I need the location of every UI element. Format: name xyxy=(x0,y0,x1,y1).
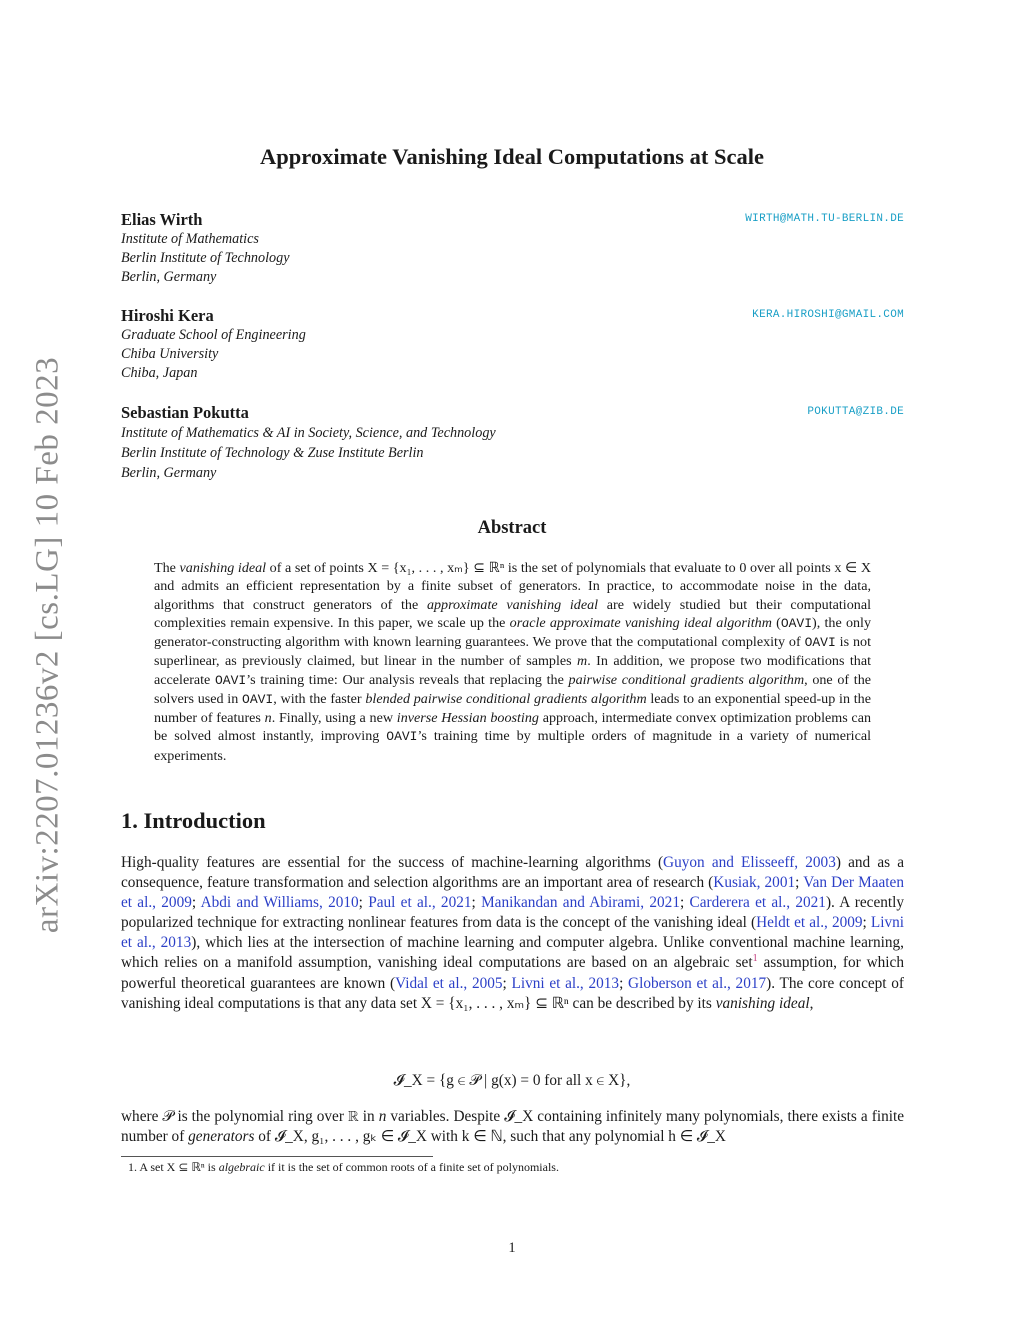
citation-link[interactable]: Van Der Maaten et al., 2009 xyxy=(121,874,904,912)
citation-link[interactable]: Livni et al., 2013 xyxy=(511,974,620,992)
author-name: Elias Wirth xyxy=(121,210,203,229)
arxiv-stamp: arXiv:2207.01236v2 [cs.LG] 10 Feb 2023 xyxy=(29,356,66,934)
citation-link[interactable]: Vidal et al., 2005 xyxy=(395,974,503,992)
author-affiliation-line: Berlin, Germany xyxy=(121,269,217,285)
citation-link[interactable]: Livni et al., 2013 xyxy=(121,914,905,952)
intro-paragraph-continued: where 𝒫 is the polynomial ring over ℝ in n variables. Despite 𝓘_X containing infinitely many polynomials, there exists a finite number of generators of 𝓘_X, g₁, . . . , gₖ ∈ 𝓘_X with k ∈ ℕ, such that any polynomial h ∈ 𝓘_X xyxy=(121,1108,905,1146)
author-email[interactable]: WIRTH@MATH.TU-BERLIN.DE xyxy=(745,213,904,225)
abstract-heading: Abstract xyxy=(477,518,547,538)
citation-link[interactable]: Carderera et al., 2021 xyxy=(689,894,826,912)
footnote-marker[interactable]: 1 xyxy=(752,953,758,965)
author-email[interactable]: POKUTTA@ZIB.DE xyxy=(807,406,904,418)
citation-link[interactable]: Paul et al., 2021 xyxy=(368,894,472,912)
author-block xyxy=(121,403,904,483)
footnote-text: 1. A set X ⊆ ℝⁿ is algebraic if it is the set of common roots of a finite set of polynomials. xyxy=(128,1160,559,1174)
intro-paragraph: High-quality features are essential for the success of machine-learning algorithms (Guyon and Elisseeff, 2003) and as a consequence, feature transformation and selection algorithms are an important area of research (Kusiak, 2001; Van Der Maaten et al., 2009; Abdi and Williams, 2010; Paul et al., 2021; Manikandan and Abirami, 2021; Carderera et al., 2021). A recently popularized technique for extracting nonlinear features from data is the concept of the vanishing ideal (Heldt et al., 2009; Livni et al., 2013), which lies at the intersection of machine learning and computer algebra. Unlike conventional machine learning, which relies on a manifold assumption, vanishing ideal computations are based on an algebraic set$^1$ assumption, for which powerful theoretical guarantees are known (Vidal et al., 2005; Livni et al., 2013; Globerson et al., 2017). The core concept of vanishing ideal computations is that any data set X = {x₁, . . . , xₘ} ⊆ ℝⁿ can be described by its vanishing ideal, xyxy=(121,854,905,1012)
author-name: Sebastian Pokutta xyxy=(121,403,249,422)
paper-title: Approximate Vanishing Ideal Computations at Scale xyxy=(259,144,765,169)
author-email[interactable]: KERA.HIROSHI@GMAIL.COM xyxy=(752,309,904,321)
page-number: 1 xyxy=(508,1240,516,1256)
author-affiliation-line: Chiba, Japan xyxy=(121,365,198,381)
citation-link[interactable]: Heldt et al., 2009 xyxy=(756,914,863,932)
author-name: Hiroshi Kera xyxy=(121,306,214,325)
author-affiliation-line: Graduate School of Engineering xyxy=(121,327,306,343)
citation-link[interactable]: Guyon and Elisseeff, 2003 xyxy=(663,854,836,871)
footnote-rule xyxy=(121,1156,433,1157)
author-affiliation-line: Institute of Mathematics xyxy=(121,231,259,247)
citation-link[interactable]: Kusiak, 2001 xyxy=(713,874,796,892)
author-affiliation-line: Institute of Mathematics & AI in Society, Science, and Technology xyxy=(121,425,496,441)
author-affiliation-line: Berlin, Germany xyxy=(121,465,217,481)
author-affiliation-line: Berlin Institute of Technology & Zuse Institute Berlin xyxy=(121,445,424,461)
author-affiliation-line: Berlin Institute of Technology xyxy=(121,250,290,266)
citation-link[interactable]: Manikandan and Abirami, 2021 xyxy=(481,894,680,912)
display-equation: 𝓘_X = {g ∈ 𝒫 | g(x) = 0 for all x ∈ X}, xyxy=(393,1072,631,1089)
author-block xyxy=(121,306,904,383)
abstract-text: The vanishing ideal of a set of points X = {x₁, . . . , xₘ} ⊆ ℝⁿ is the set of polynomials that evaluate to 0 over all points x ∈ X and admits an efficient representation by a finite subset of generators. In practice, to accommodate noise in the data, algorithms that construct generators of the approximate vanishing ideal are widely studied but their computational complexities remain expensive. In this paper, we scale up the oracle approximate vanishing ideal algorithm (OAVI), the only generator-constructing algorithm with known learning guarantees. We prove that the computational complexity of OAVI is not superlinear, as previously claimed, but linear in the number of samples m. In addition, we propose two modifications that accelerate OAVI’s training time: Our analysis reveals that replacing the pairwise conditional gradients algorithm, one of the solvers used in OAVI, with the faster blended pairwise conditional gradients algorithm leads to an exponential speed-up in the number of features n. Finally, using a new inverse Hessian boosting approach, intermediate convex optimization problems can be solved almost instantly, improving OAVI’s training time by multiple orders of magnitude in a variety of numerical experiments. xyxy=(154,560,872,764)
citation-link[interactable]: Abdi and Williams, 2010 xyxy=(200,894,359,912)
author-block xyxy=(121,210,904,287)
section-heading: 1. Introduction xyxy=(121,808,266,833)
author-affiliation-line: Chiba University xyxy=(121,346,219,362)
citation-link[interactable]: Globerson et al., 2017 xyxy=(628,974,767,992)
